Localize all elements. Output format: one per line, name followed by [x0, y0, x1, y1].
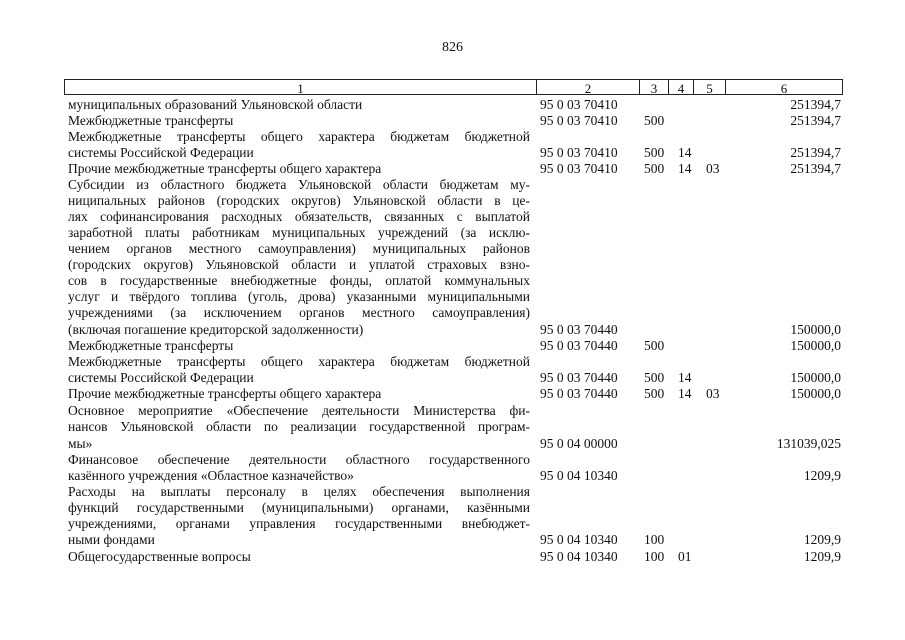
row-amount: 251394,7	[790, 113, 841, 128]
row-code: 95 0 03 70410	[540, 145, 618, 160]
row-code: 95 0 03 70440	[540, 338, 618, 353]
row-amount: 150000,0	[790, 338, 841, 353]
row-code: 95 0 03 70410	[540, 161, 618, 176]
row-amount: 1209,9	[803, 532, 841, 547]
row-col-3: 500	[644, 370, 665, 385]
row-col-4: 14	[678, 161, 692, 176]
row-description: Межбюджетные трансферты общего характера бюджетам бюджетной	[68, 354, 530, 369]
row-description: Межбюджетные трансферты	[68, 113, 234, 128]
row-description: Основное мероприятие «Обеспечение деятельности Министерства фи-	[68, 403, 530, 418]
header-col-6: 6	[780, 81, 788, 96]
row-description: казённого учреждения «Областное казначейство»	[68, 468, 354, 483]
header-col-5: 5	[706, 81, 713, 96]
row-amount: 1209,9	[803, 468, 841, 483]
row-col-4: 14	[678, 386, 692, 401]
row-description: Межбюджетные трансферты общего характера бюджетам бюджетной	[68, 129, 530, 144]
row-description: мы»	[68, 436, 93, 451]
row-description: Расходы на выплаты персоналу в целях обеспечения выполнения	[68, 484, 530, 499]
row-description: ными фондами	[68, 532, 155, 547]
row-description: заработной платы работникам муниципальных учреждений (за исклю-	[68, 225, 530, 240]
row-description: муниципальных образований Ульяновской области	[68, 97, 363, 112]
row-description: Прочие межбюджетные трансферты общего характера	[68, 161, 382, 176]
row-description: учреждениями (за исключением органов местного самоуправления)	[68, 305, 530, 320]
table-row	[0, 549, 905, 567]
row-description: чением органов местного самоуправления) муниципальных районов	[68, 241, 530, 256]
row-description: Общегосударственные вопросы	[68, 549, 251, 564]
row-description: (включая погашение кредиторской задолженности)	[68, 322, 364, 337]
row-code: 95 0 04 10340	[540, 549, 618, 564]
row-amount: 150000,0	[790, 322, 841, 337]
row-code: 95 0 03 70440	[540, 386, 618, 401]
page-number: 826	[442, 40, 463, 55]
row-description: Субсидии из областного бюджета Ульяновской области бюджетам му-	[68, 177, 530, 192]
header-col-3: 3	[650, 81, 658, 96]
row-col-4: 01	[678, 549, 692, 564]
row-col-3: 100	[644, 532, 665, 547]
row-col-4: 14	[678, 145, 692, 160]
row-col-3: 500	[644, 145, 665, 160]
row-amount: 1209,9	[803, 549, 841, 564]
table-row	[0, 305, 905, 323]
row-description: услуг и твёрдого топлива (уголь, дрова) указанными муниципальными	[68, 289, 530, 304]
row-col-5: 03	[706, 386, 720, 401]
table-row	[0, 419, 905, 437]
row-code: 95 0 03 70410	[540, 113, 618, 128]
row-amount: 251394,7	[790, 145, 841, 160]
row-amount: 150000,0	[790, 370, 841, 385]
row-description: Межбюджетные трансферты	[68, 338, 234, 353]
row-amount: 131039,025	[776, 436, 841, 451]
row-code: 95 0 04 10340	[540, 468, 618, 483]
row-code: 95 0 04 10340	[540, 532, 618, 547]
row-col-3: 500	[644, 161, 665, 176]
row-description: функций государственными (муниципальными) органами, казёнными	[68, 500, 530, 515]
header-col-1: 1	[297, 81, 304, 96]
row-description: (городских округов) Ульяновской области и уплатой страховых взно-	[68, 257, 530, 272]
row-col-3: 500	[644, 386, 665, 401]
row-amount: 251394,7	[790, 97, 841, 112]
row-description: сов в государственные внебюджетные фонды, оплатой коммунальных	[68, 273, 530, 288]
row-description: лях софинансирования расходных обязательств, связанных с выплатой	[68, 209, 530, 224]
row-description: Прочие межбюджетные трансферты общего характера	[68, 386, 382, 401]
table-row	[0, 386, 905, 404]
row-description: Финансовое обеспечение деятельности областного государственного	[68, 452, 530, 467]
row-description: нансов Ульяновской области по реализации государственной програм-	[68, 419, 530, 434]
row-col-4: 14	[678, 370, 692, 385]
table-row	[0, 532, 905, 550]
row-description: системы Российской Федерации	[68, 145, 254, 160]
row-code: 95 0 03 70440	[540, 370, 618, 385]
row-col-3: 500	[644, 113, 665, 128]
row-col-3: 100	[644, 549, 665, 564]
header-col-2: 2	[584, 81, 592, 96]
row-code: 95 0 04 00000	[540, 436, 618, 451]
row-description: ниципальных районов (городских округов) Ульяновской области в це-	[68, 193, 530, 208]
row-amount: 150000,0	[790, 386, 841, 401]
header-col-4: 4	[677, 81, 685, 96]
row-col-3: 500	[644, 338, 665, 353]
row-col-5: 03	[706, 161, 720, 176]
row-description: системы Российской Федерации	[68, 370, 254, 385]
table-header	[64, 79, 843, 95]
row-description: учреждениями, органами управления государственными внебюджет-	[68, 516, 530, 531]
row-code: 95 0 03 70410	[540, 97, 618, 112]
row-amount: 251394,7	[790, 161, 841, 176]
row-code: 95 0 03 70440	[540, 322, 618, 337]
